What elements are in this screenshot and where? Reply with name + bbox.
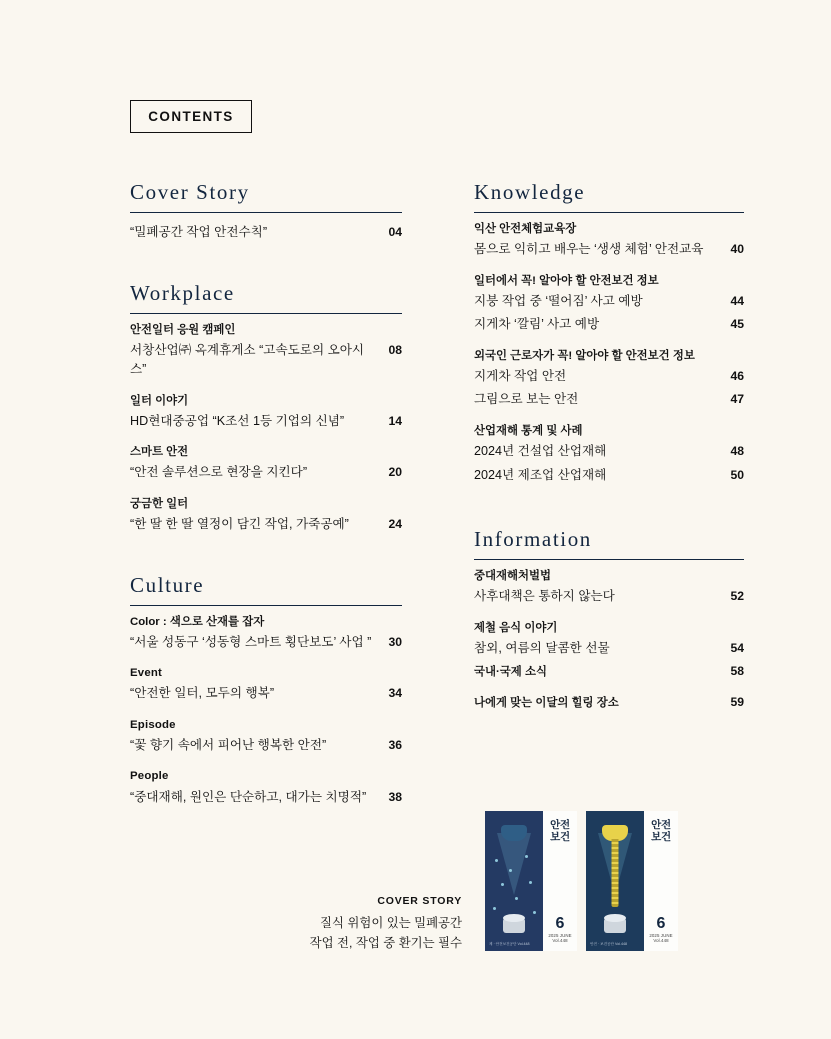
sparkle-icon (529, 881, 532, 884)
toc-entry-page: 38 (388, 789, 402, 804)
cover-thumbnails (485, 811, 678, 951)
toc-entry-page: 47 (730, 392, 744, 407)
toc-group-label: 국내·국제 소식 (474, 666, 547, 679)
right-column (474, 180, 744, 755)
toc-entry-title: HD현대중공업 “K조선 1등 기업의 신념” (130, 413, 345, 428)
sparkle-icon (509, 869, 512, 872)
section-heading-knowledge: Knowledge (474, 180, 744, 213)
sparkle-icon (493, 907, 496, 910)
toc-entry-page: 30 (388, 634, 402, 649)
toc-group (474, 221, 744, 262)
toc-entry-page: 20 (388, 465, 402, 480)
left-column (130, 180, 402, 845)
toc-entry-title: 그림으로 보는 안전 (474, 392, 579, 407)
toc-group (130, 496, 402, 537)
toc-group-label: 제철 음식 이야기 (474, 621, 558, 634)
toc-group-label: 일터에서 꼭! 알아야 할 안전보건 정보 (474, 274, 659, 287)
toc-group-label: 스마트 안전 (130, 446, 189, 459)
lamp-shape (501, 825, 527, 841)
toc-entry-title: “안전한 일터, 모두의 행복” (130, 686, 275, 701)
toc-group-label: 나에게 맞는 이달의 힐링 장소 (474, 697, 619, 710)
toc-entry[interactable] (474, 637, 744, 661)
cover-issue-sub: 2025 JUNE Vol.448 (649, 933, 673, 943)
toc-group (474, 273, 744, 337)
toc-entry[interactable] (130, 513, 402, 537)
toc-entry-page: 36 (388, 737, 402, 752)
toc-entry-title: 참외, 여름의 달콤한 선물 (474, 640, 610, 655)
cover-issue-sub: 2025 JUNE Vol.448 (548, 933, 572, 943)
toc-group (130, 665, 402, 706)
magazine-cover-1[interactable] (485, 811, 577, 951)
toc-entry[interactable] (474, 313, 744, 337)
toc-group (130, 768, 402, 809)
toc-entry[interactable] (130, 631, 402, 655)
toc-entry-page: 24 (388, 517, 402, 532)
cover-title-line2: 보건 (651, 830, 671, 843)
magazine-cover-2[interactable] (586, 811, 678, 951)
toc-group (130, 444, 402, 485)
toc-entry-page: 48 (730, 444, 744, 459)
cover-title (550, 820, 570, 844)
toc-entry[interactable] (474, 440, 744, 464)
contents-badge-label: CONTENTS (148, 109, 234, 124)
section-heading-culture: Culture (130, 573, 402, 606)
toc-entry[interactable] (130, 734, 402, 758)
toc-group (130, 322, 402, 382)
section-culture (130, 573, 402, 810)
toc-group-label: 궁금한 일터 (130, 497, 189, 510)
toc-entry[interactable] (474, 290, 744, 314)
tank-shape (604, 918, 626, 933)
cover-story-line1: 질식 위험이 있는 밀폐공간 (320, 916, 462, 930)
toc-entry-title: 몸으로 익히고 배우는 ‘생생 체험’ 안전교육 (474, 242, 704, 257)
toc-group-label: 외국인 근로자가 꼭! 알아야 할 안전보건 정보 (474, 349, 695, 362)
toc-entry[interactable] (130, 461, 402, 485)
toc-entry[interactable] (130, 221, 402, 245)
toc-group[interactable] (474, 685, 744, 714)
toc-entry-title: 지게차 ‘깔림’ 사고 예방 (474, 317, 600, 332)
toc-entry-title: 서창산업㈜ 옥계휴게소 “고속도로의 오아시스” (130, 342, 365, 377)
cover-code-text: 제 · 안전보건공단 Vol.448 (489, 942, 530, 947)
toc-entry-page: 34 (388, 686, 402, 701)
toc-entry[interactable] (130, 339, 402, 382)
ladder-shape (612, 837, 619, 907)
toc-entry[interactable] (130, 410, 402, 434)
section-workplace (130, 281, 402, 537)
toc-entry-title: 사후대책은 통하지 않는다 (474, 589, 615, 604)
toc-entry[interactable] (474, 238, 744, 262)
toc-group (130, 614, 402, 655)
toc-group-label: 중대재해처벌법 (474, 570, 552, 583)
toc-entry[interactable] (130, 786, 402, 810)
cover-illustration-dots (485, 811, 543, 951)
section-heading-information: Information (474, 527, 744, 560)
cover-illustration-ladder (586, 811, 644, 951)
toc-entry-page: 52 (730, 589, 744, 604)
toc-entry-title: 2024년 제조업 산업재해 (474, 467, 607, 482)
section-knowledge (474, 180, 744, 487)
toc-entry-page: 58 (730, 664, 744, 679)
toc-entry-page: 44 (730, 293, 744, 308)
cover-title-line2: 보건 (550, 830, 570, 843)
toc-group-label: 익산 안전체험교육장 (474, 223, 577, 235)
toc-group-label: Episode (130, 718, 176, 731)
cover-issue-number: 6 (555, 915, 565, 932)
toc-entry-title: 2024년 건설업 산업재해 (474, 444, 607, 459)
toc-group-label: Color : 색으로 산재를 잡자 (130, 615, 265, 628)
cover-story-label: COVER STORY (377, 895, 462, 907)
toc-entry[interactable] (474, 662, 744, 683)
toc-group-label: 안전일터 응원 캠페인 (130, 323, 236, 336)
cover-title (651, 820, 671, 844)
sparkle-icon (533, 911, 536, 914)
toc-entry-title: “한 딸 한 딸 열정이 담긴 작업, 가죽공예” (130, 517, 349, 532)
toc-entry-page: 04 (388, 225, 402, 239)
toc-entry-page: 54 (730, 640, 744, 655)
toc-group (474, 620, 744, 661)
toc-group (474, 423, 744, 487)
toc-group-label: Event (130, 667, 163, 680)
toc-group-label: People (130, 770, 169, 783)
section-cover-story (130, 180, 402, 245)
toc-entry[interactable] (474, 464, 744, 488)
toc-entry[interactable] (474, 388, 744, 412)
toc-group-label: 산업재해 통계 및 사례 (474, 424, 583, 437)
toc-entry-title: “밀폐공간 작업 안전수칙” (130, 225, 268, 239)
toc-entry-title: “안전 솔루션으로 현장을 지킨다” (130, 465, 308, 480)
section-heading-cover-story: Cover Story (130, 180, 402, 213)
cover-masthead (543, 811, 577, 951)
toc-entry-page: 14 (388, 413, 402, 428)
toc-entry-title: 지붕 작업 중 ‘떨어짐’ 사고 예방 (474, 293, 643, 308)
section-heading-workplace: Workplace (130, 281, 402, 314)
toc-entry-page: 50 (730, 467, 744, 482)
contents-badge (130, 100, 252, 133)
toc-entry[interactable] (474, 585, 744, 609)
toc-entry-page: 08 (388, 342, 402, 357)
cover-title-line1: 안전 (651, 819, 671, 831)
sparkle-icon (515, 897, 518, 900)
cover-issue-number: 6 (656, 915, 666, 932)
sparkle-icon (495, 859, 498, 862)
toc-group (474, 568, 744, 609)
toc-group (130, 717, 402, 758)
toc-entry[interactable] (130, 682, 402, 706)
toc-entry-title: “중대재해, 원인은 단순하고, 대가는 치명적” (130, 789, 367, 804)
sparkle-icon (525, 855, 528, 858)
cover-title-line1: 안전 (550, 819, 570, 831)
toc-entry-title: “꽃 향기 속에서 피어난 행복한 안전” (130, 737, 327, 752)
section-information (474, 527, 744, 714)
toc-group-label: 일터 이야기 (130, 394, 189, 407)
tank-shape (503, 918, 525, 933)
toc-entry-page: 59 (730, 695, 744, 710)
toc-entry[interactable] (474, 685, 744, 714)
toc-entry-page: 45 (730, 317, 744, 332)
toc-entry[interactable] (474, 365, 744, 389)
toc-entry-title: 지게차 작업 안전 (474, 368, 567, 383)
toc-group[interactable] (474, 662, 744, 683)
sparkle-icon (501, 883, 504, 886)
toc-entry-page: 46 (730, 368, 744, 383)
toc-entry-title: “서울 성동구 ‘성동형 스마트 횡단보도’ 사업 ” (130, 634, 372, 649)
toc-group (474, 348, 744, 412)
cover-masthead (644, 811, 678, 951)
cover-story-line2: 작업 전, 작업 중 환기는 필수 (309, 935, 462, 950)
cover-code-text: 안전 · 보건공단 Vol.448 (590, 942, 628, 947)
toc-group (130, 393, 402, 434)
cover-story-caption (230, 895, 462, 954)
toc-entry-page: 40 (730, 242, 744, 257)
